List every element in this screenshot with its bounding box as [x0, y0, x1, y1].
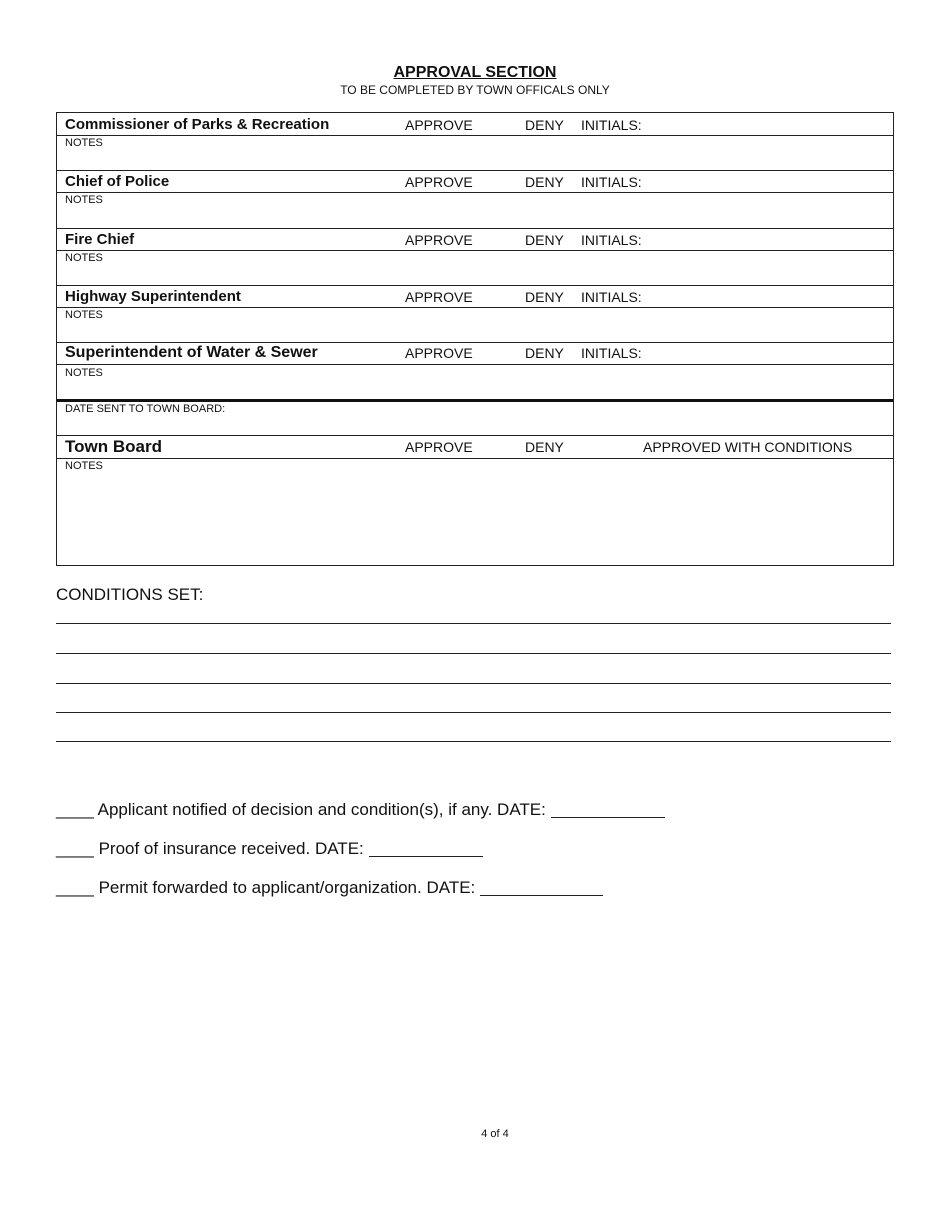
conditions-line[interactable] — [56, 623, 891, 624]
official-row — [57, 113, 893, 136]
notes-label: NOTES — [65, 367, 103, 379]
conditions-line[interactable] — [56, 741, 891, 742]
approval-table — [56, 112, 894, 566]
page-number: 4 of 4 — [481, 1128, 509, 1140]
deny-option[interactable]: DENY — [525, 289, 564, 305]
checklist-text: Proof of insurance received. DATE: — [98, 839, 364, 858]
initials-field[interactable]: INITIALS: — [581, 289, 642, 305]
deny-option[interactable]: DENY — [525, 174, 564, 190]
check-blank[interactable]: ____ — [56, 800, 94, 819]
town-board-row — [57, 435, 893, 459]
notes-label: NOTES — [65, 460, 103, 472]
notes-label: NOTES — [65, 252, 103, 264]
approve-option[interactable]: APPROVE — [405, 345, 473, 361]
official-row — [57, 285, 893, 308]
checklist-item — [56, 800, 665, 820]
date-sent-field[interactable]: DATE SENT TO TOWN BOARD: — [65, 403, 226, 415]
conditions-line[interactable] — [56, 712, 891, 713]
deny-option[interactable]: DENY — [525, 345, 564, 361]
date-blank[interactable] — [369, 839, 483, 857]
checklist-item — [56, 878, 603, 898]
notes-label: NOTES — [65, 309, 103, 321]
notes-label: NOTES — [65, 137, 103, 149]
deny-option[interactable]: DENY — [525, 232, 564, 248]
official-row — [57, 342, 893, 365]
date-blank[interactable] — [551, 800, 665, 818]
initials-field[interactable]: INITIALS: — [581, 117, 642, 133]
official-role: Fire Chief — [65, 231, 135, 248]
official-role: Commissioner of Parks & Recreation — [65, 116, 330, 133]
deny-option[interactable]: DENY — [525, 439, 564, 455]
initials-field[interactable]: INITIALS: — [581, 174, 642, 190]
checklist-item — [56, 839, 483, 859]
approved-with-conditions-option[interactable]: APPROVED WITH CONDITIONS — [643, 439, 853, 455]
approve-option[interactable]: APPROVE — [405, 174, 473, 190]
conditions-label: CONDITIONS SET: — [56, 585, 204, 604]
check-blank[interactable]: ____ — [56, 839, 94, 858]
section-divider — [57, 399, 893, 402]
official-row — [57, 170, 893, 193]
checklist-text: Permit forwarded to applicant/organization. DATE: — [98, 878, 476, 897]
conditions-line[interactable] — [56, 683, 891, 684]
initials-field[interactable]: INITIALS: — [581, 345, 642, 361]
page-title: APPROVAL SECTION — [393, 64, 557, 81]
check-blank[interactable]: ____ — [56, 878, 94, 897]
notes-label: NOTES — [65, 194, 103, 206]
official-row — [57, 228, 893, 251]
approve-option[interactable]: APPROVE — [405, 117, 473, 133]
checklist-text: Applicant notified of decision and condition(s), if any. DATE: — [97, 800, 546, 819]
deny-option[interactable]: DENY — [525, 117, 564, 133]
conditions-line[interactable] — [56, 653, 891, 654]
official-role: Highway Superintendent — [65, 288, 241, 305]
approve-option[interactable]: APPROVE — [405, 439, 473, 455]
page-subtitle: TO BE COMPLETED BY TOWN OFFICALS ONLY — [340, 83, 610, 97]
official-role: Chief of Police — [65, 173, 170, 190]
town-board-role: Town Board — [65, 437, 162, 456]
approve-option[interactable]: APPROVE — [405, 232, 473, 248]
initials-field[interactable]: INITIALS: — [581, 232, 642, 248]
approve-option[interactable]: APPROVE — [405, 289, 473, 305]
date-blank[interactable] — [480, 878, 603, 896]
official-role: Superintendent of Water & Sewer — [65, 344, 318, 361]
